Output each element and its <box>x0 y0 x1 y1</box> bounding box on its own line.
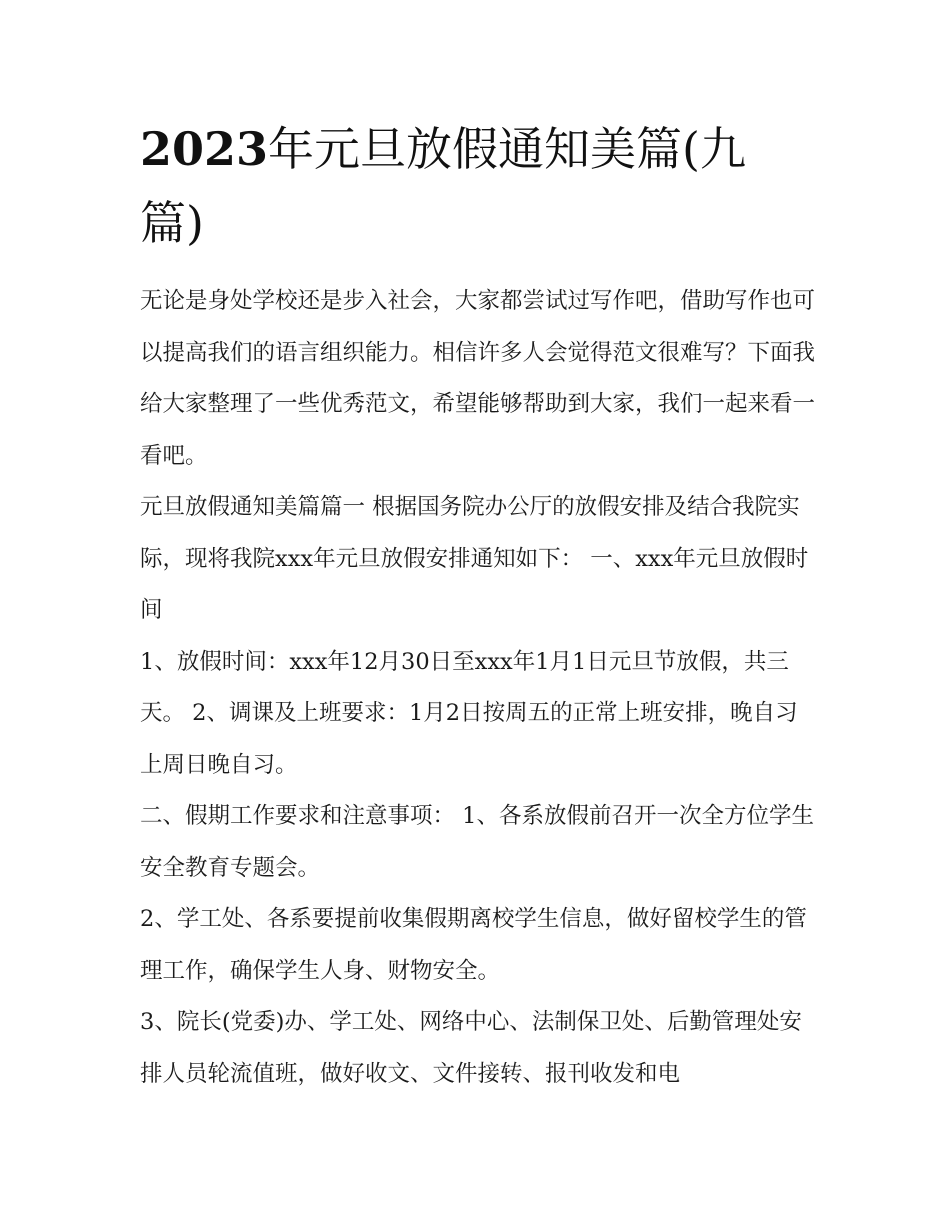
notice-paragraph: 元旦放假通知美篇篇一 根据国务院办公厅的放假安排及结合我院实际，现将我院xxx年元旦放假安排通知如下： 一、xxx年元旦放假时间 <box>140 494 809 623</box>
student-info-paragraph: 2、学工处、各系要提前收集假期离校学生信息，做好留校学生的管理工作，确保学生人身、财物安全。 <box>140 906 807 984</box>
title-text: 年元旦放假通知美篇(九篇) <box>140 122 746 250</box>
title-year: 2023 <box>140 122 269 176</box>
requirements-paragraph: 二、假期工作要求和注意事项： 1、各系放假前召开一次全方位学生安全教育专题会。 <box>140 803 814 881</box>
document-body <box>140 276 815 1100</box>
holiday-time-paragraph: 1、放假时间：xxx年12月30日至xxx年1月1日元旦节放假，共三天。 2、调课及上班要求：1月2日按周五的正常上班安排，晚自习上周日晚自习。 <box>140 648 798 778</box>
intro-paragraph: 无论是身处学校还是步入社会，大家都尝试过写作吧，借助写作也可以提高我们的语言组织能力。相信许多人会觉得范文很难写？下面我给大家整理了一些优秀范文，希望能够帮助到大家，我们一起来看一看吧。 <box>140 288 816 469</box>
document-title <box>140 112 800 260</box>
duty-paragraph: 3、院长(党委)办、学工处、网络中心、法制保卫处、后勤管理处安排人员轮流值班，做好收文、文件接转、报刊收发和电 <box>140 1009 802 1087</box>
